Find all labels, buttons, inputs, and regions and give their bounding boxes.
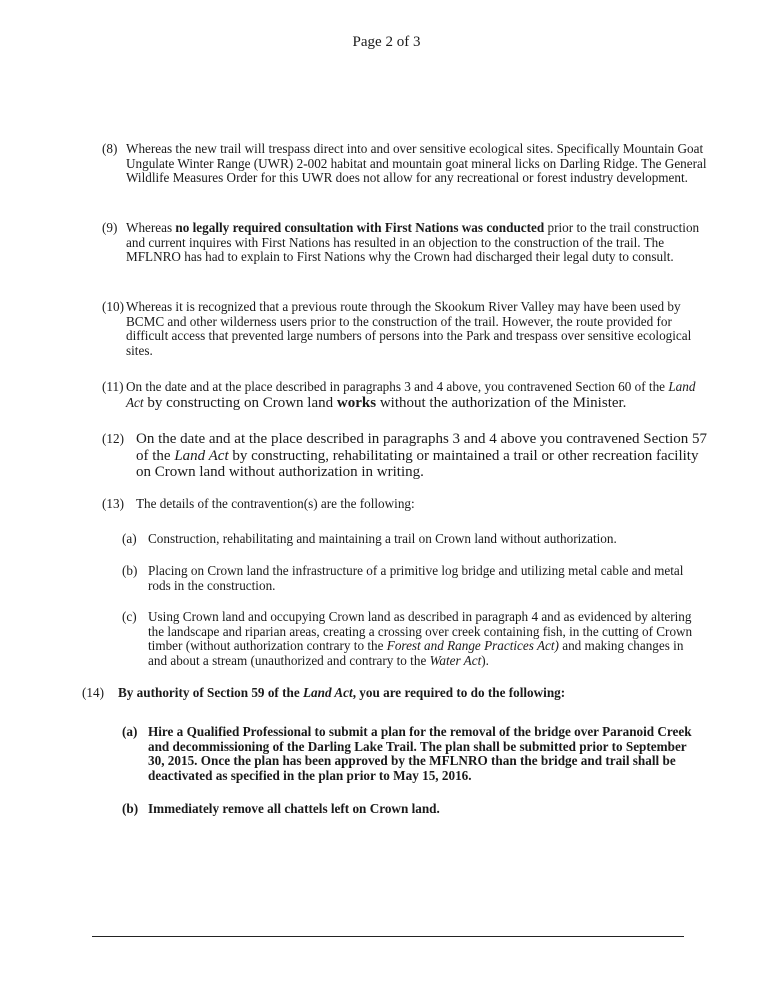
paragraph-14: [82, 686, 692, 701]
paragraph-9: [102, 221, 712, 265]
subparagraph-label: (b): [122, 801, 139, 816]
subparagraph-label: (b): [122, 563, 138, 578]
text-run: by constructing on Crown land: [143, 394, 337, 411]
paragraph-number: (14): [82, 685, 104, 700]
paragraph-number: (8): [102, 141, 118, 156]
subparagraph-14a: [122, 725, 697, 783]
subparagraph-label: (a): [122, 531, 137, 546]
paragraph-12: [102, 431, 712, 481]
paragraph-13: [102, 497, 712, 512]
text-run: and making changes in and about a stream (unauthorized and contrary to the: [148, 638, 684, 668]
paragraph-text: [126, 221, 712, 265]
paragraph-number: (11): [102, 379, 124, 394]
text-run: , you are required to do the following:: [352, 685, 566, 700]
paragraph-10: [102, 300, 712, 358]
paragraph-text: [118, 686, 692, 701]
subparagraph-14b: [122, 802, 697, 817]
subparagraph-13a: [122, 532, 697, 547]
subparagraph-text: Hire a Qualified Professional to submit a plan for the removal of the bridge over Paranoid Creek and decommissioning of the Darling Lake Trail. The plan shall be submitted prior to September 30, 2015. Once the plan has been approved by the MFLNRO than the bridge and trail shall be deactivated as specified in the plan prior to May 15, 2016.: [148, 724, 692, 783]
text-run: by constructing, rehabilitating or maintained a trail or other recreation facility on Crown land without authorization in writing.: [136, 447, 699, 481]
italic-text: Land Act: [126, 379, 696, 410]
subparagraph-text: Immediately remove all chattels left on Crown land.: [148, 801, 440, 816]
paragraph-text: Whereas the new trail will trespass direct into and over sensitive ecological sites. Specifically Mountain Goat Ungulate Winter Range (UWR) 2-002 habitat and mountain goat mineral licks on Darling Ridge. The General Wildlife Measures Order for this UWR does not allow for any recreational or forest industry development.: [126, 141, 707, 186]
paragraph-11: [102, 380, 712, 411]
text-run: ).: [481, 652, 489, 668]
subparagraph-text: Placing on Crown land the infrastructure of a primitive log bridge and utilizing metal cable and metal rods in the construction.: [148, 563, 684, 593]
text-run: prior to the trail construction and current inquires with First Nations has resulted in an objection to the construction of the trail. The MFLNRO has had to explain to First Nations why the Crown had discharged their legal duty to consult.: [126, 220, 700, 265]
paragraph-text: The details of the contravention(s) are the following:: [136, 496, 415, 511]
subparagraph-text: [148, 610, 697, 668]
subparagraph-text: Construction, rehabilitating and maintaining a trail on Crown land without authorization.: [148, 531, 617, 546]
text-run: Whereas: [126, 220, 176, 235]
italic-text: Forest and Range Practices Act): [386, 638, 559, 654]
paragraph-number: (13): [102, 496, 124, 511]
subparagraph-label: (c): [122, 609, 137, 624]
paragraph-text: [136, 431, 712, 481]
paragraph-number: (12): [102, 431, 124, 446]
paragraph-8: [102, 142, 712, 186]
text-run: without the authorization of the Minister.: [376, 394, 627, 411]
paragraph-number: (10): [102, 299, 124, 314]
subparagraph-label: (a): [122, 724, 138, 739]
text-run: On the date and at the place described in paragraphs 3 and 4 above you contravened Section 57 of the: [136, 431, 708, 464]
text-run: By authority of Section 59 of the: [118, 685, 303, 700]
paragraph-text: [126, 380, 712, 411]
subparagraph-13c: [122, 610, 697, 668]
footer-rule: [92, 936, 684, 937]
paragraph-text: Whereas it is recognized that a previous route through the Skookum River Valley may have been used by BCMC and other wilderness users prior to the construction of the trail. However, the route provided for difficult access that prevented large numbers of persons into the Park and trespass over sensitive ecological sites.: [126, 299, 692, 358]
page-number: Page 2 of 3: [352, 34, 421, 50]
bold-text: works: [336, 394, 377, 411]
paragraph-number: (9): [102, 220, 118, 235]
text-run: On the date and at the place described in paragraphs 3 and 4 above, you contravened Section 60 of the: [126, 379, 669, 394]
text-run: Using Crown land and occupying Crown land as described in paragraph 4 and as evidenced by altering the landscape and riparian areas, creating a crossing over creek containing fish, in the cutting of Crown timber (without authorization contrary to the: [148, 609, 693, 654]
subparagraph-13b: [122, 564, 697, 593]
italic-text: Land Act: [174, 447, 229, 464]
italic-text: Water Act: [429, 652, 482, 668]
bold-text: no legally required consultation with First Nations was conducted: [175, 220, 545, 235]
italic-text: Land Act: [302, 685, 353, 700]
